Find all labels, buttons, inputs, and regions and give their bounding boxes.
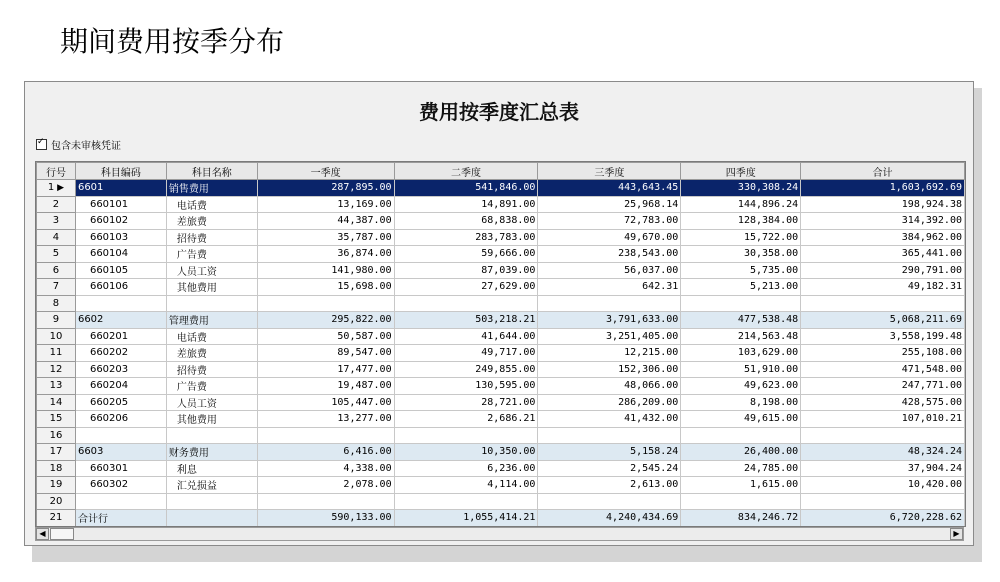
page-heading: 期间费用按季分布 (60, 25, 285, 58)
cell-code[interactable]: 660104 (75, 246, 166, 263)
cell-q1[interactable]: 4,338.00 (257, 460, 394, 477)
cell-q2[interactable]: 68,838.00 (394, 213, 538, 230)
cell-q2[interactable]: 6,236.00 (394, 460, 538, 477)
row-number[interactable]: 16 (37, 427, 76, 444)
table-row[interactable] (37, 394, 965, 411)
table-row[interactable] (37, 196, 965, 213)
cell-code[interactable]: 6603 (75, 444, 166, 461)
cell-q2[interactable] (394, 295, 538, 312)
row-number[interactable]: 2 (37, 196, 76, 213)
cell-q3[interactable]: 286,209.00 (538, 394, 681, 411)
cell-q4[interactable]: 1,615.00 (681, 477, 801, 494)
cell-q1[interactable]: 287,895.00 (257, 180, 394, 197)
cell-q2[interactable]: 14,891.00 (394, 196, 538, 213)
cell-code[interactable]: 660205 (75, 394, 166, 411)
cell-q2[interactable]: 4,114.00 (394, 477, 538, 494)
cell-q2[interactable]: 59,666.00 (394, 246, 538, 263)
cell-q1[interactable]: 141,980.00 (257, 262, 394, 279)
row-pointer-icon: ▶ (54, 183, 65, 194)
cell-q4[interactable]: 49,615.00 (681, 411, 801, 428)
cell-q1[interactable] (257, 295, 394, 312)
cell-q4[interactable]: 24,785.00 (681, 460, 801, 477)
cell-name[interactable]: 其他费用 (166, 279, 257, 296)
data-grid[interactable] (35, 161, 966, 527)
cell-total[interactable]: 471,548.00 (801, 361, 965, 378)
cell-q2[interactable]: 283,783.00 (394, 229, 538, 246)
cell-q3[interactable] (538, 295, 681, 312)
row-number[interactable]: 6 (37, 262, 76, 279)
cell-q2[interactable]: 503,218.21 (394, 312, 538, 329)
cell-q2[interactable]: 10,350.00 (394, 444, 538, 461)
table-row[interactable] (37, 246, 965, 263)
cell-q4[interactable]: 26,400.00 (681, 444, 801, 461)
cell-code[interactable]: 660105 (75, 262, 166, 279)
cell-name[interactable]: 差旅费 (166, 213, 257, 230)
scroll-right-arrow-icon[interactable]: ▶ (950, 528, 963, 540)
row-number[interactable]: 11 (37, 345, 76, 362)
row-number[interactable]: 10 (37, 328, 76, 345)
cell-code[interactable]: 6602 (75, 312, 166, 329)
cell-q4[interactable] (681, 427, 801, 444)
cell-name[interactable]: 招待费 (166, 361, 257, 378)
table-row[interactable] (37, 444, 965, 461)
cell-q4[interactable]: 834,246.72 (681, 510, 801, 527)
cell-code[interactable]: 660103 (75, 229, 166, 246)
include-unaudited-checkbox[interactable] (36, 137, 121, 152)
cell-q1[interactable]: 89,547.00 (257, 345, 394, 362)
cell-code[interactable]: 660204 (75, 378, 166, 395)
cell-q2[interactable]: 249,855.00 (394, 361, 538, 378)
cell-q1[interactable]: 13,169.00 (257, 196, 394, 213)
cell-name[interactable] (166, 510, 257, 527)
cell-code[interactable]: 660102 (75, 213, 166, 230)
cell-q3[interactable]: 152,306.00 (538, 361, 681, 378)
cell-name[interactable] (166, 493, 257, 510)
cell-name[interactable]: 财务费用 (166, 444, 257, 461)
cell-q4[interactable]: 103,629.00 (681, 345, 801, 362)
table-row[interactable] (37, 279, 965, 296)
table-row[interactable] (37, 312, 965, 329)
cell-code[interactable]: 660301 (75, 460, 166, 477)
cell-q3[interactable]: 72,783.00 (538, 213, 681, 230)
column-header[interactable]: 科目名称 (166, 163, 257, 180)
row-number[interactable]: 1 ▶ (37, 180, 76, 197)
cell-code[interactable]: 660203 (75, 361, 166, 378)
cell-q2[interactable]: 2,686.21 (394, 411, 538, 428)
column-header[interactable]: 合计 (801, 163, 965, 180)
table-row[interactable] (37, 213, 965, 230)
cell-name[interactable]: 人员工资 (166, 394, 257, 411)
row-number[interactable]: 18 (37, 460, 76, 477)
cell-total[interactable]: 247,771.00 (801, 378, 965, 395)
cell-q4[interactable]: 144,896.24 (681, 196, 801, 213)
cell-name[interactable]: 汇兑损益 (166, 477, 257, 494)
cell-q3[interactable]: 48,066.00 (538, 378, 681, 395)
cell-q1[interactable]: 105,447.00 (257, 394, 394, 411)
cell-q4[interactable]: 5,735.00 (681, 262, 801, 279)
cell-total[interactable]: 290,791.00 (801, 262, 965, 279)
cell-total[interactable] (801, 493, 965, 510)
cell-total[interactable]: 428,575.00 (801, 394, 965, 411)
cell-q4[interactable]: 30,358.00 (681, 246, 801, 263)
cell-total[interactable]: 5,068,211.69 (801, 312, 965, 329)
cell-q3[interactable]: 12,215.00 (538, 345, 681, 362)
table-row[interactable] (37, 229, 965, 246)
cell-q1[interactable] (257, 427, 394, 444)
cell-q3[interactable]: 49,670.00 (538, 229, 681, 246)
cell-q2[interactable]: 27,629.00 (394, 279, 538, 296)
row-number[interactable]: 8 (37, 295, 76, 312)
column-header[interactable]: 一季度 (257, 163, 394, 180)
cell-q4[interactable]: 51,910.00 (681, 361, 801, 378)
cell-q1[interactable]: 6,416.00 (257, 444, 394, 461)
scroll-left-arrow-icon[interactable]: ◀ (36, 528, 49, 540)
cell-code[interactable] (75, 295, 166, 312)
cell-q4[interactable]: 128,384.00 (681, 213, 801, 230)
column-header[interactable]: 二季度 (394, 163, 538, 180)
cell-name[interactable]: 人员工资 (166, 262, 257, 279)
checkbox-label: 包含未审核凭证 (51, 141, 121, 152)
table-row[interactable] (37, 378, 965, 395)
report-title: 费用按季度汇总表 (419, 100, 579, 124)
cell-total[interactable]: 48,324.24 (801, 444, 965, 461)
table-row[interactable] (37, 427, 965, 444)
cell-total[interactable]: 198,924.38 (801, 196, 965, 213)
cell-name[interactable]: 招待费 (166, 229, 257, 246)
row-number[interactable]: 21 (37, 510, 76, 527)
cell-q3[interactable]: 41,432.00 (538, 411, 681, 428)
cell-name[interactable]: 差旅费 (166, 345, 257, 362)
cell-q4[interactable]: 330,308.24 (681, 180, 801, 197)
cell-q4[interactable] (681, 493, 801, 510)
cell-total[interactable]: 107,010.21 (801, 411, 965, 428)
cell-code[interactable] (75, 427, 166, 444)
cell-code[interactable]: 660202 (75, 345, 166, 362)
cell-code[interactable]: 660101 (75, 196, 166, 213)
horizontal-scrollbar[interactable] (35, 527, 964, 541)
cell-total[interactable]: 37,904.24 (801, 460, 965, 477)
cell-q4[interactable]: 477,538.48 (681, 312, 801, 329)
cell-total[interactable] (801, 295, 965, 312)
cell-q1[interactable]: 13,277.00 (257, 411, 394, 428)
cell-q1[interactable]: 2,078.00 (257, 477, 394, 494)
row-number[interactable]: 13 (37, 378, 76, 395)
column-header[interactable]: 四季度 (681, 163, 801, 180)
table-row[interactable] (37, 295, 965, 312)
cell-q1[interactable]: 15,698.00 (257, 279, 394, 296)
cell-q3[interactable]: 56,037.00 (538, 262, 681, 279)
cell-q3[interactable]: 642.31 (538, 279, 681, 296)
cell-name[interactable]: 其他费用 (166, 411, 257, 428)
cell-q4[interactable]: 15,722.00 (681, 229, 801, 246)
cell-total[interactable] (801, 427, 965, 444)
cell-code[interactable]: 660302 (75, 477, 166, 494)
cell-q4[interactable]: 214,563.48 (681, 328, 801, 345)
scrollbar-thumb[interactable] (50, 528, 74, 540)
row-number[interactable]: 5 (37, 246, 76, 263)
cell-code[interactable]: 660201 (75, 328, 166, 345)
cell-code[interactable]: 6601 (75, 180, 166, 197)
cell-code[interactable] (75, 493, 166, 510)
cell-name[interactable]: 电话费 (166, 328, 257, 345)
report-window (24, 81, 974, 546)
checkbox-checked-icon[interactable] (36, 139, 47, 150)
cell-q4[interactable] (681, 295, 801, 312)
cell-q3[interactable]: 5,158.24 (538, 444, 681, 461)
cell-total[interactable]: 3,558,199.48 (801, 328, 965, 345)
cell-q2[interactable]: 28,721.00 (394, 394, 538, 411)
summary-table (36, 162, 965, 527)
row-number[interactable]: 19 (37, 477, 76, 494)
cell-q3[interactable]: 3,791,633.00 (538, 312, 681, 329)
table-row[interactable] (37, 493, 965, 510)
cell-q4[interactable]: 8,198.00 (681, 394, 801, 411)
table-header-row (37, 163, 965, 180)
table-row[interactable] (37, 460, 965, 477)
cell-code[interactable]: 660106 (75, 279, 166, 296)
column-header[interactable]: 科目编码 (75, 163, 166, 180)
cell-q2[interactable] (394, 427, 538, 444)
table-row[interactable] (37, 361, 965, 378)
cell-q1[interactable]: 19,487.00 (257, 378, 394, 395)
cell-q3[interactable]: 2,545.24 (538, 460, 681, 477)
cell-total[interactable]: 314,392.00 (801, 213, 965, 230)
row-number[interactable]: 7 (37, 279, 76, 296)
table-row[interactable] (37, 477, 965, 494)
cell-q2[interactable]: 49,717.00 (394, 345, 538, 362)
cell-total[interactable]: 365,441.00 (801, 246, 965, 263)
cell-total[interactable]: 1,603,692.69 (801, 180, 965, 197)
cell-total[interactable]: 49,182.31 (801, 279, 965, 296)
row-number[interactable]: 4 (37, 229, 76, 246)
cell-q2[interactable]: 41,644.00 (394, 328, 538, 345)
row-number[interactable]: 15 (37, 411, 76, 428)
cell-name[interactable] (166, 427, 257, 444)
cell-q2[interactable]: 1,055,414.21 (394, 510, 538, 527)
cell-q1[interactable]: 35,787.00 (257, 229, 394, 246)
cell-q1[interactable]: 36,874.00 (257, 246, 394, 263)
table-row[interactable] (37, 510, 965, 527)
table-row[interactable] (37, 262, 965, 279)
cell-q3[interactable] (538, 493, 681, 510)
cell-q3[interactable]: 238,543.00 (538, 246, 681, 263)
cell-q3[interactable] (538, 427, 681, 444)
cell-q2[interactable]: 87,039.00 (394, 262, 538, 279)
cell-q1[interactable] (257, 493, 394, 510)
cell-name[interactable] (166, 295, 257, 312)
cell-q1[interactable]: 295,822.00 (257, 312, 394, 329)
cell-q3[interactable]: 25,968.14 (538, 196, 681, 213)
cell-q2[interactable]: 541,846.00 (394, 180, 538, 197)
cell-total[interactable]: 384,962.00 (801, 229, 965, 246)
cell-name[interactable]: 广告费 (166, 378, 257, 395)
cell-total[interactable]: 255,108.00 (801, 345, 965, 362)
cell-q1[interactable]: 50,587.00 (257, 328, 394, 345)
row-number[interactable]: 9 (37, 312, 76, 329)
table-row[interactable] (37, 328, 965, 345)
table-row[interactable] (37, 180, 965, 197)
cell-code[interactable]: 660206 (75, 411, 166, 428)
cell-name[interactable]: 管理费用 (166, 312, 257, 329)
cell-q1[interactable]: 17,477.00 (257, 361, 394, 378)
column-header[interactable]: 行号 (37, 163, 76, 180)
cell-total[interactable]: 6,720,228.62 (801, 510, 965, 527)
cell-q4[interactable]: 49,623.00 (681, 378, 801, 395)
row-number[interactable]: 3 (37, 213, 76, 230)
cell-name[interactable]: 销售费用 (166, 180, 257, 197)
table-row[interactable] (37, 345, 965, 362)
cell-total[interactable]: 10,420.00 (801, 477, 965, 494)
cell-name[interactable]: 利息 (166, 460, 257, 477)
cell-q4[interactable]: 5,213.00 (681, 279, 801, 296)
column-header[interactable]: 三季度 (538, 163, 681, 180)
cell-q2[interactable]: 130,595.00 (394, 378, 538, 395)
row-number[interactable]: 17 (37, 444, 76, 461)
cell-name[interactable]: 电话费 (166, 196, 257, 213)
row-number[interactable]: 12 (37, 361, 76, 378)
row-number[interactable]: 20 (37, 493, 76, 510)
cell-q3[interactable]: 2,613.00 (538, 477, 681, 494)
row-number[interactable]: 14 (37, 394, 76, 411)
cell-name[interactable]: 广告费 (166, 246, 257, 263)
table-row[interactable] (37, 411, 965, 428)
cell-q3[interactable]: 3,251,405.00 (538, 328, 681, 345)
cell-q2[interactable] (394, 493, 538, 510)
cell-q3[interactable]: 4,240,434.69 (538, 510, 681, 527)
cell-q1[interactable]: 44,387.00 (257, 213, 394, 230)
cell-code[interactable]: 合计行 (75, 510, 166, 527)
cell-q3[interactable]: 443,643.45 (538, 180, 681, 197)
cell-q1[interactable]: 590,133.00 (257, 510, 394, 527)
